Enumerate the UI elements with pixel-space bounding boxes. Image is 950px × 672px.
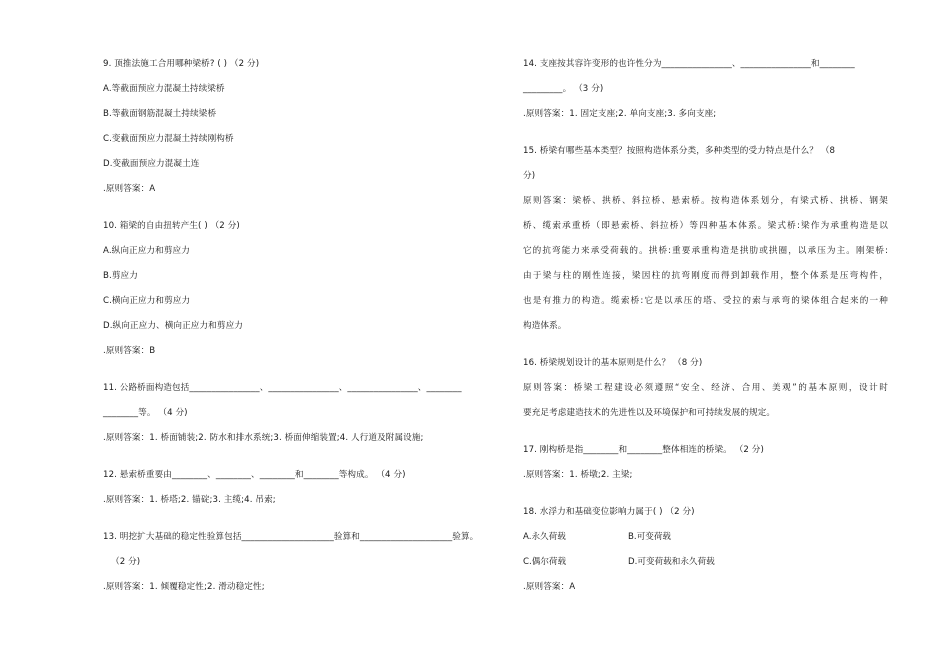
question-16-stem: 16. 桥梁规划设计的基本原则是什么？ （8 分)	[523, 358, 703, 368]
question-16-answer-line: 原则答案：桥梁工程建设必须遵照“安全、经济、合用、美观”的基本原则，设计时	[523, 383, 888, 393]
question-10-stem: 10. 箱梁的自由扭转产生( ) （2 分)	[103, 221, 240, 231]
question-15-answer-line: 桥、缆索承重桥（即悬索桥、斜拉桥）等四种基本体系。梁式桥:梁作为承重构造是以	[523, 221, 888, 231]
question-16-answer-line: 要充足考虑建造技术的先进性以及环境保护和可持续发展的规定。	[523, 408, 776, 418]
question-18-option-d: D.可变荷载和永久荷载	[628, 557, 715, 567]
question-9-option-d: D.变截面预应力混凝土连	[103, 159, 200, 169]
question-18-option-c: C.偶尔荷载	[523, 557, 567, 567]
question-15-answer-line: 它的抗弯能力来承受荷载的。拱桥:重要承重构造是拱肋或拱圈，以承压为主。刚架桥:	[523, 246, 888, 256]
question-18-option-b: B.可变荷载	[628, 532, 672, 542]
question-10-option-a: A.纵向正应力和剪应力	[103, 246, 190, 256]
question-11-answer: .原则答案：1. 桥面铺装;2. 防水和排水系统;3. 桥面伸缩装置;4. 人行道及附属设施;	[103, 433, 424, 443]
question-15-line-2: 分)	[523, 171, 536, 181]
question-17-answer: .原则答案：1. 桥墩;2. 主梁;	[523, 470, 633, 480]
question-14-line-2: _________。 （3 分)	[523, 84, 604, 94]
question-14-line-1: 14. 支座按其容许变形的也许性分为________________、________________和________	[523, 59, 855, 69]
question-15-answer-line: 由于梁与柱的刚性连接，梁因柱的抗弯刚度而得到卸载作用，整个体系是压弯构件，	[523, 271, 888, 281]
question-17-stem: 17. 刚构桥是指________和________整体相连的桥梁。 （2 分)	[523, 445, 764, 455]
question-18-answer: .原则答案：A	[523, 582, 576, 592]
question-12-answer: .原则答案：1. 桥塔;2. 锚碇;3. 主缆;4. 吊索;	[103, 495, 276, 505]
question-9-option-a: A.等截面预应力混凝土持续梁桥	[103, 84, 225, 94]
question-10-answer: .原则答案：B	[103, 346, 156, 356]
question-13-answer: .原则答案：1. 倾覆稳定性;2. 滑动稳定性;	[103, 582, 265, 592]
question-9-stem: 9. 顶推法施工合用哪种梁桥? ( ) （2 分)	[103, 59, 260, 69]
question-13-line-1: 13. 明挖扩大基础的稳定性验算包括_____________________验算和_____________________验算。	[103, 532, 479, 542]
question-11-line-2: ________等。 （4 分)	[103, 408, 188, 418]
question-12-stem: 12. 悬索桥重要由________、________、________和________等构成。 （4 分)	[103, 470, 406, 480]
question-9-option-b: B.等截面钢筋混凝土持续梁桥	[103, 109, 217, 119]
question-13-line-2: （2 分)	[111, 557, 141, 567]
question-15-answer-line: 也是有推力的构造。缆索桥:它是以承压的塔、受拉的索与承弯的梁体组合起来的一种	[523, 296, 888, 306]
question-15-answer-line: 构造体系。	[523, 321, 567, 331]
question-10-option-b: B.剪应力	[103, 271, 138, 281]
question-9-option-c: C.变截面预应力混凝土持续刚构桥	[103, 134, 234, 144]
question-15-answer-line: 原则答案：梁桥、拱桥、斜拉桥、悬索桥。按构造体系划分，有梁式桥、拱桥、钢架	[523, 196, 888, 206]
question-18-option-a: A.永久荷载	[523, 532, 566, 542]
question-11-line-1: 11. 公路桥面构造包括________________、________________、________________、________	[103, 383, 462, 393]
question-18-stem: 18. 水浮力和基础变位影响力属于( ) （2 分)	[523, 507, 695, 517]
question-10-option-c: C.横向正应力和剪应力	[103, 296, 191, 306]
question-9-answer: .原则答案：A	[103, 184, 156, 194]
question-15-line-1: 15. 桥梁有哪些基本类型？按照构造体系分类，多种类型的受力特点是什么？ （8	[523, 146, 836, 156]
question-10-option-d: D.纵向正应力、横向正应力和剪应力	[103, 321, 243, 331]
question-14-answer: .原则答案：1. 固定支座;2. 单向支座;3. 多向支座;	[523, 109, 717, 119]
